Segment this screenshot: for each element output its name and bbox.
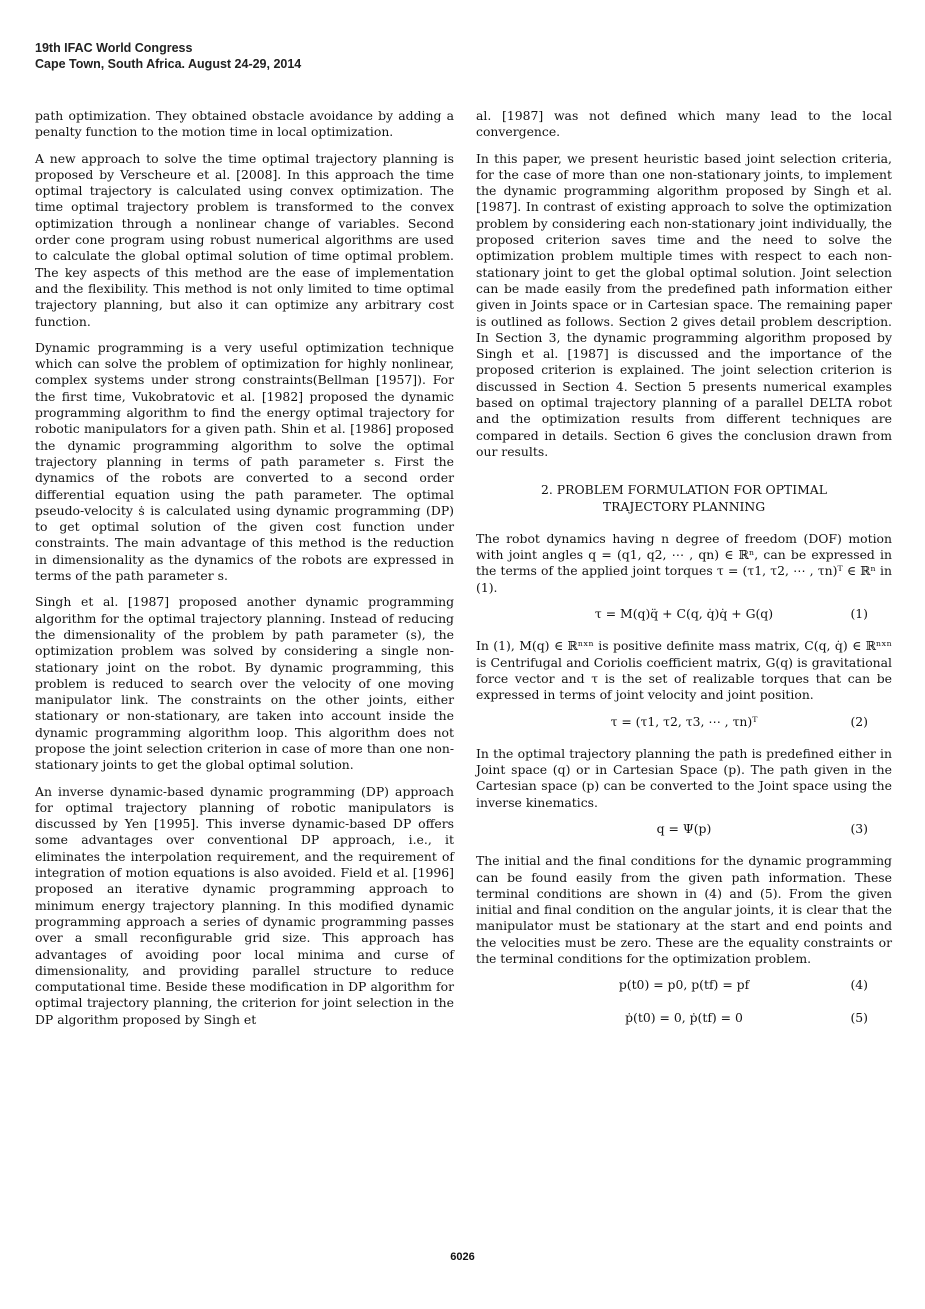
- page-number: 6026: [450, 1251, 475, 1263]
- equation-number: (4): [850, 977, 868, 993]
- equation-body: τ = M(q)q̈ + C(q, q̇)q̇ + G(q): [594, 606, 774, 622]
- equation-body: p(t0) = p0, p(tf) = pf: [618, 977, 750, 993]
- section-heading-line: 2. PROBLEM FORMULATION FOR OPTIMAL: [541, 482, 827, 498]
- paragraph: In the optimal trajectory planning the path is predefined either in Joint space (q) or in Cartesian Space (p). The path given in the Cartesian space (p) can be converted to the Joint space using the inverse kinematics.: [476, 745, 892, 810]
- conference-name: 19th IFAC World Congress: [35, 41, 193, 55]
- equation-1: [476, 606, 892, 622]
- conference-location: Cape Town, South Africa. August 24-29, 2014: [35, 57, 302, 71]
- paragraph: Singh et al. [1987] proposed another dynamic programming algorithm for the optimal trajectory planning. Instead of reducing the dimensionality of the problem by path parameter (s), the optimization problem was solved by considering a single non-stationary joint on the robot. By dynamic programming, this problem is reduced to search over the velocity of one moving manipulator link. The constraints on the other joints, either stationary or non-stationary, are taken into account inside the dynamic programming algorithm loop. This algorithm does not propose the joint selection criterion in case of more than one non-stationary joints to get the global optimal solution.: [35, 594, 454, 773]
- paragraph: The initial and the final conditions for the dynamic programming can be found easily from the given path information. These terminal conditions are shown in (4) and (5). From the given initial and final condition on the angular joints, it is clear that the manipulator must be stationary at the start and end points and the velocities must be zero. These are the equality constraints or the terminal conditions for the optimization problem.: [476, 853, 892, 967]
- equation-3: [476, 821, 892, 837]
- equation-body: q = Ψ(p): [656, 820, 712, 836]
- equation-number: (1): [850, 606, 868, 622]
- paragraph: In (1), M(q) ∈ ℝⁿˣⁿ is positive definite mass matrix, C(q, q̇) ∈ ℝⁿˣⁿ is Centrifugal and Coriolis coefficient matrix, G(q) is gravitational force vector and τ is the set of realizable torques that can be expressed in terms of joint velocity and joint position.: [476, 638, 892, 703]
- right-column: [476, 108, 892, 1042]
- left-column: [35, 108, 454, 1038]
- equation-4: [476, 977, 892, 993]
- paragraph: An inverse dynamic-based dynamic programming (DP) approach for optimal trajectory planning of robotic manipulators is discussed by Yen [1995]. This inverse dynamic-based DP offers some advantages over conventional DP approach, i.e., it eliminates the interpolation requirement, and the requirement of integration of motion equations is also avoided. Field et al. [1996] proposed an iterative dynamic programming approach to minimum energy trajectory planning. In this modified dynamic programming approach a series of dynamic programming passes over a small reconfigurable grid size. This approach has advantages of avoiding poor local minima and curse of dimensionality, and providing parallel structure to reduce computational time. Beside these modification in DP algorithm for optimal trajectory planning, the criterion for joint selection in the DP algorithm proposed by Singh et: [35, 783, 454, 1027]
- paragraph: The robot dynamics having n degree of freedom (DOF) motion with joint angles q = (q1, q2, ⋯ , qn) ∈ ℝⁿ, can be expressed in the terms of the applied joint torques τ = (τ1, τ2, ⋯ , τn)ᵀ ∈ ℝⁿ in (1).: [476, 530, 892, 595]
- equation-5: [476, 1010, 892, 1026]
- equation-number: (5): [850, 1009, 868, 1025]
- equation-body: ṗ(t0) = 0, ṗ(tf) = 0: [625, 1009, 743, 1025]
- paragraph: In this paper, we present heuristic based joint selection criteria, for the case of more than one non-stationary joints, to implement the dynamic programming algorithm proposed by Singh et al. [1987]. In contrast of existing approach to solve the optimization problem by considering each non-stationary joint individually, the proposed criterion saves time and the need to solve the optimization problem multiple times with respect to each non-stationary joint to get the global optimal solution. Joint selection can be made easily from the predefined path information either given in Joints space or in Cartesian space. The remaining paper is outlined as follows. Section 2 gives detail problem description. In Section 3, the dynamic programming algorithm proposed by Singh et al. [1987] is discussed and the importance of the proposed criterion is explained. The joint selection criterion is discussed in Section 4. Section 5 presents numerical examples based on optimal trajectory planning of a parallel DELTA robot and the optimization results from different techniques are compared in details. Section 6 gives the conclusion drawn from our results.: [476, 150, 892, 459]
- section-heading: [476, 482, 892, 515]
- equation-number: (3): [850, 820, 868, 836]
- paragraph: Dynamic programming is a very useful optimization technique which can solve the problem of optimization for highly nonlinear, complex systems under strong constraints(Bellman [1957]). For the first time, Vukobratovic et al. [1982] proposed the dynamic programming algorithm to find the energy optimal trajectory for robotic manipulators for a given path. Shin et al. [1986] proposed the dynamic programming algorithm to solve the optimal trajectory planning in terms of path parameter s. First the dynamics of the robots are converted to a second order differential equation using the path parameter. The optimal pseudo-velocity ṡ is calculated using dynamic programming (DP) to get optimal solution of the given cost function under constraints. The main advantage of this method is the reduction in dimensionality as the dynamics of the robots are expressed in terms of the path parameter s.: [35, 339, 454, 584]
- section-heading-line: TRAJECTORY PLANNING: [602, 498, 766, 514]
- equation-number: (2): [850, 713, 868, 729]
- paragraph: A new approach to solve the time optimal trajectory planning is proposed by Verscheure et al. [2008]. In this approach the time optimal trajectory is calculated using convex optimization. The time optimal trajectory problem is transformed to the convex optimization through a nonlinear change of variables. Second order cone program using robust numerical algorithms are used to calculate the global optimal solution of time optimal problem. The key aspects of this method are the ease of implementation and the flexibility. This method is not only limited to time optimal trajectory planning, but also it can optimize any arbitrary cost function.: [35, 150, 454, 329]
- paragraph: al. [1987] was not defined which many lead to the local convergence.: [476, 108, 892, 140]
- equation-2: [476, 714, 892, 730]
- paragraph: path optimization. They obtained obstacle avoidance by adding a penalty function to the motion time in local optimization.: [35, 108, 454, 140]
- conference-header: [35, 40, 301, 72]
- equation-body: τ = (τ1, τ2, τ3, ⋯ , τn)ᵀ: [610, 713, 758, 729]
